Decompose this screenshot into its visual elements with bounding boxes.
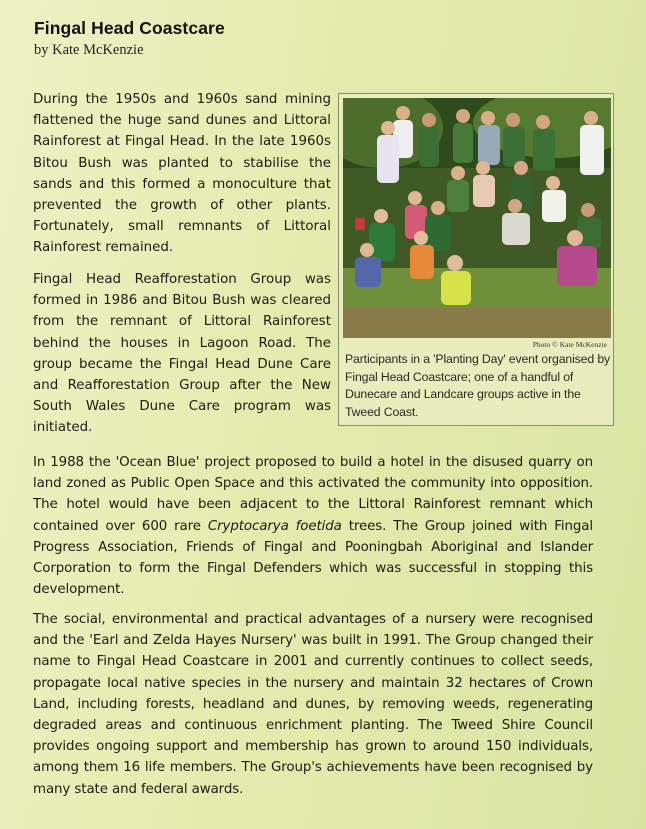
paragraph-1: During the 1950s and 1960s sand mining flattened the huge sand dunes and Littoral Rainforest at Fingal Head. In the late 1960s Bitou Bush was planted to stabilise the sands and this formed a monoculture that prevented the growth of other plants. Fortunately, small remnants of Littoral Rainforest remained. (33, 92, 331, 256)
photo-credit: Photo © Kate McKenzie (532, 340, 607, 349)
paragraph-3-text-b: trees. The Group joined with Fingal Progress Association, Friends of Fingal and Pooningbah Aboriginal and Islander Corporation to form the Fingal Defenders which was successful in stopping this development. (33, 518, 593, 598)
paragraph-4: The social, environmental and practical advantages of a nursery were recognised and the 'Earl and Zelda Hayes Nursery' was built in 1991. The Group changed their name to Fingal Head Coastcare in 2001 and currently continues to collect seeds, propagate local native species in the nursery and maintain 32 hectares of Crown Land, including forests, headland and dunes, by removing weeds, regenerating degraded areas and continuous enrichment planting. The Tweed Shire Council provides ongoing support and membership has grown to around 150 individuals, among them 16 life members. The Group's achievements have been recognised by many state and federal awards. (33, 612, 593, 797)
article-byline: by Kate McKenzie (34, 42, 144, 58)
group-photo (343, 98, 611, 338)
paragraph-3-text-a: In 1988 the 'Ocean Blue' project proposed to build a hotel in the disused quarry on land zoned as Public Open Space and this activated the community into opposition. The hotel would have been adjacent to the Littoral Rainforest remnant which contained over 600 rare (33, 455, 593, 534)
photo-caption: Participants in a 'Planting Day' event organised by Fingal Head Coastcare; one of a handful of Dunecare and Landcare groups active in the Tweed Coast. (345, 352, 611, 419)
species-name: Cryptocarya foetida (207, 518, 342, 534)
paragraph-3 (33, 452, 593, 600)
group-photo-illustration (343, 98, 611, 338)
paragraph-2: Fingal Head Reafforestation Group was formed in 1986 and Bitou Bush was cleared from the remnant of Littoral Rainforest behind the houses in Lagoon Road. The group became the Fingal Head Dune Care and Reafforestation Group after the New South Wales Dune Care program was initiated. (33, 272, 331, 436)
photo-figure (338, 93, 614, 426)
article-title: Fingal Head Coastcare (34, 18, 225, 38)
